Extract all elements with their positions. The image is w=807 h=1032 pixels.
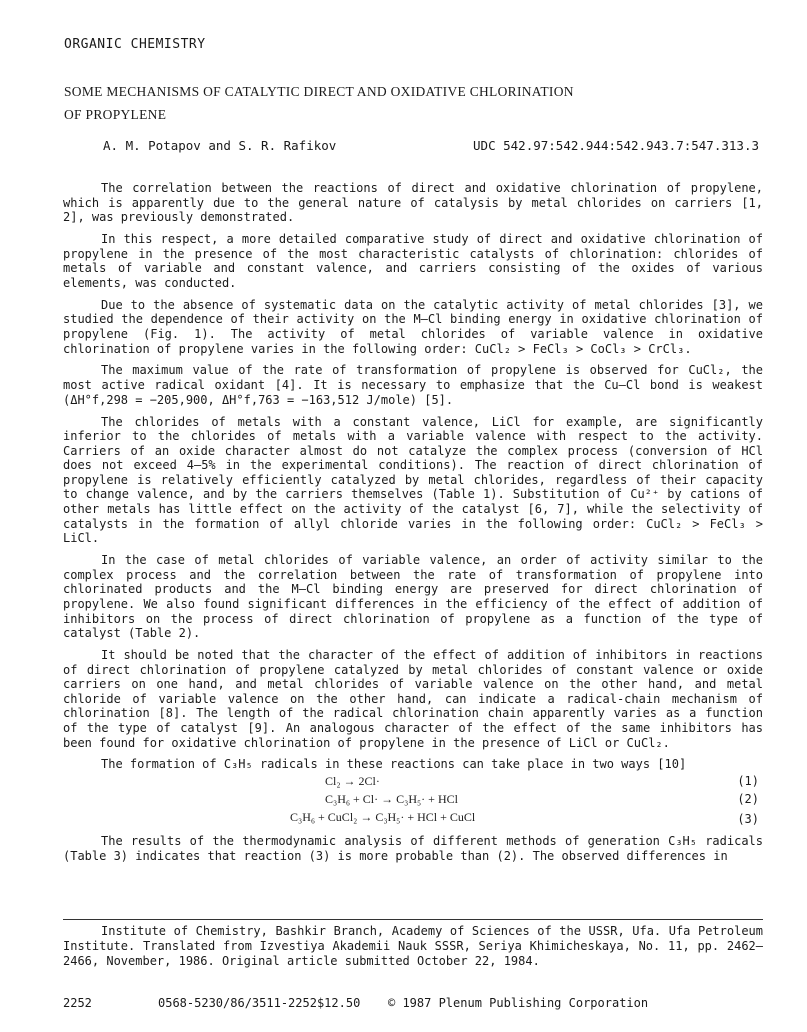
issn-code: 0568-5230/86/3511-2252$12.50 [158, 996, 361, 1010]
article-body [63, 181, 763, 871]
authors: A. M. Potapov and S. R. Rafikov [103, 138, 337, 153]
article-title-line-2: OF PROPYLENE [64, 107, 167, 122]
paragraph: It should be noted that the character of the effect of addition of inhibitors in reactions of direct chlorination of propylene catalyzed by metal chlorides of constant valence or oxide carriers on one hand, and metal chlorides of variable valence on the other hand, and metal chloride of variable valence on the other hand, can indicate a radical-chain mechanism of chlorination [8]. The length of the radical chlorination chain apparently varies as a function of the type of catalyst [9]. An analogous character of the effect of the same inhibitors has been found for oxidative chlorination of propylene in the presence of LiCl or CuCl₂. [63, 648, 763, 750]
equation-block [63, 774, 763, 828]
page-number: 2252 [63, 996, 92, 1010]
copyright-notice: © 1987 Plenum Publishing Corporation [388, 996, 649, 1010]
paragraph: Due to the absence of systematic data on the catalytic activity of metal chlorides [3], we studied the dependence of their activity on the M–Cl binding energy in oxidative chlorination of propylene (Fig. 1). The activity of metal chlorides of variable valence in oxidative chlorination of propylene varies in the following order: CuCl₂ > FeCl₃ > CoCl₃ > CrCl₃. [63, 297, 763, 356]
paragraph: In this respect, a more detailed comparative study of direct and oxidative chlorination of propylene in the presence of the most characteristic catalysts of chlorination: chlorides of metals of variable and constant valence, and carriers consisting of the oxides of various elements, was conducted. [63, 232, 763, 290]
paragraph: The formation of C₃H₅ radicals in these reactions can take place in two ways [10] [101, 757, 687, 772]
equation-3: C₃H₆ + CuCl₂ → C₃H₅· + HCl + CuCl [290, 810, 476, 825]
equation-number-3: (3) [737, 812, 759, 827]
equation-1: Cl₂ → 2Cl· [325, 774, 380, 789]
equation-number-1: (1) [737, 774, 759, 789]
paragraph: The chlorides of metals with a constant valence, LiCl for example, are significantly inferior to the chlorides of metals with a variable valence with respect to the activity. Carriers of an oxide character almost do not catalyze the complex process (conversion of HCl does not exceed 4–5% in the experimental conditions). The reaction of direct chlorination of propylene is relatively efficiently catalyzed by metal chlorides, regardless of their capacity to change valence, and by the carriers themselves (Table 1). Substitution of Cu²⁺ by cations of other metals has little effect on the activity of the catalyst [6, 7], while the selectivity of catalysts in the formation of allyl chloride varies in the following order: CuCl₂ > FeCl₃ > LiCl. [63, 414, 763, 546]
equation-2: C₃H₆ + Cl· → C₃H₅· + HCl [325, 792, 458, 807]
article-title-line-1: SOME MECHANISMS OF CATALYTIC DIRECT AND OXIDATIVE CHLORINATION [64, 84, 574, 99]
paragraph: The correlation between the reactions of direct and oxidative chlorination of propylene, which is apparently due to the general nature of catalysis by metal chlorides on carriers [1, 2], was previously demonstrated. [63, 181, 763, 225]
udc-code: UDC 542.97:542.944:542.943.7:547.313.3 [473, 138, 759, 153]
footnote-divider [63, 919, 763, 920]
paragraph: In the case of metal chlorides of variable valence, an order of activity similar to the complex process and the correlation between the rate of transformation of propylene into chlorinated products and the M–Cl binding energy are preserved for direct chlorination of propylene. We also found significant differences in the efficiency of the effect of addition of inhibitors on the process of direct chlorination of propylene as a function of the type of catalyst (Table 2). [63, 553, 763, 641]
section-heading: ORGANIC CHEMISTRY [64, 37, 206, 52]
paragraph: The results of the thermodynamic analysis of different methods of generation C₃H₅ radicals (Table 3) indicates that reaction (3) is more probable than (2). The observed differences in [63, 834, 763, 863]
paragraph: The maximum value of the rate of transformation of propylene is observed for CuCl₂, the most active radical oxidant [4]. It is necessary to emphasize that the Cu–Cl bond is weakest (ΔH°f,298 = −205,900, ΔH°f,763 = −163,512 J/mole) [5]. [63, 363, 763, 407]
footnote: Institute of Chemistry, Bashkir Branch, Academy of Sciences of the USSR, Ufa. Ufa Petroleum Institute. Translated from Izvestiya Akademii Nauk SSSR, Seriya Khimicheskaya, No. 11, pp. 2462–2466, November, 1986. Original article submitted October 22, 1984. [63, 924, 763, 968]
equation-number-2: (2) [737, 792, 759, 807]
